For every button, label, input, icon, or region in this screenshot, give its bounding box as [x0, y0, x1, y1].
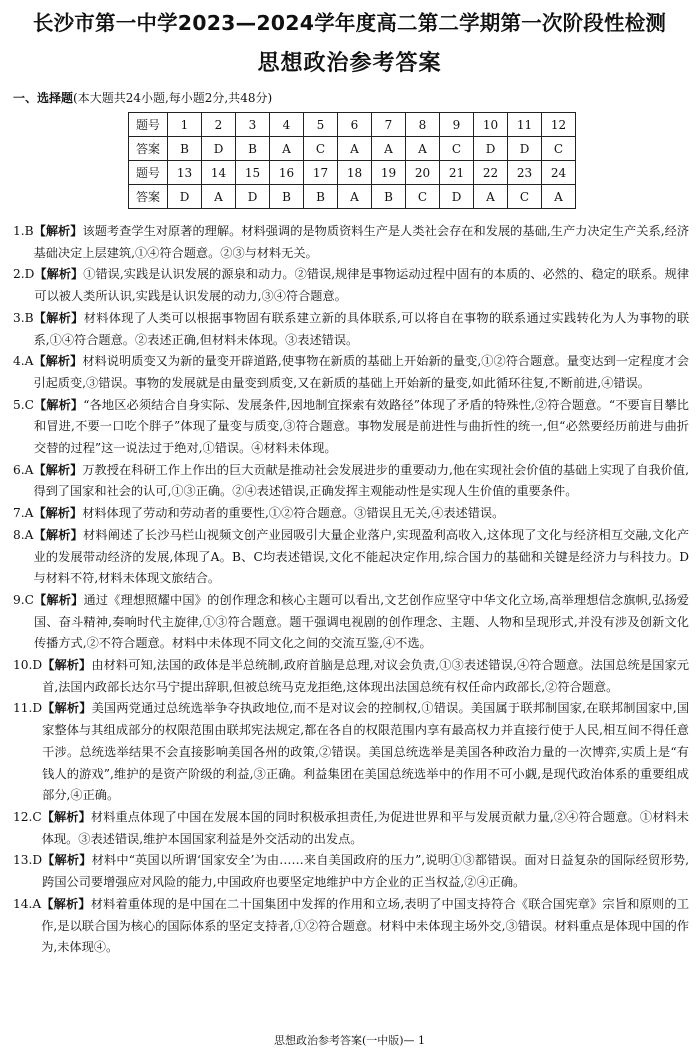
item-number: 6.A [13, 462, 34, 477]
item-body [34, 308, 689, 351]
section-heading [13, 89, 272, 106]
item-body [34, 221, 689, 264]
analysis-tag: 【解析】 [34, 267, 84, 282]
question-number-cell: 2 [202, 113, 236, 137]
page-footer: 思想政治参考答案(一中版)— 1 [273, 1034, 426, 1047]
row-label: 答案 [129, 137, 168, 161]
answer-cell: A [338, 185, 372, 209]
answer-cell: D [474, 137, 508, 161]
answer-table-row [129, 113, 576, 137]
item-number: 13.D [13, 853, 43, 868]
analysis-tag: 【解析】 [33, 506, 83, 521]
item-number: 5.C [13, 397, 34, 412]
explanation-item [13, 894, 689, 959]
question-number-cell: 19 [372, 161, 406, 185]
item-body [42, 850, 689, 893]
answer-cell: C [542, 137, 576, 161]
question-number-cell: 3 [236, 113, 270, 137]
item-body [33, 503, 689, 525]
row-label: 答案 [129, 185, 168, 209]
item-number: 10.D [13, 658, 43, 673]
item-number: 7.A [13, 506, 34, 521]
explanation-item [13, 351, 689, 394]
answer-table-row [129, 161, 576, 185]
question-number-cell: 8 [406, 113, 440, 137]
question-number-cell: 7 [372, 113, 406, 137]
question-number-cell: 20 [406, 161, 440, 185]
row-label: 题号 [129, 113, 168, 137]
analysis-tag: 【解析】 [41, 809, 91, 824]
item-number: 12.C [13, 809, 42, 824]
explanation-list [13, 221, 689, 959]
answer-cell: A [338, 137, 372, 161]
item-number: 2.D [13, 267, 35, 282]
answer-cell: D [236, 185, 270, 209]
answer-cell: D [168, 185, 202, 209]
item-body [42, 807, 689, 850]
question-number-cell: 5 [304, 113, 338, 137]
answer-table-row [129, 137, 576, 161]
explanation-item [13, 590, 689, 655]
analysis-tag: 【解析】 [33, 527, 83, 542]
item-body [33, 525, 689, 590]
section-note: (本大题共24小题,每小题2分,共48分) [73, 91, 273, 105]
analysis-tag: 【解析】 [33, 224, 83, 238]
answer-cell: B [372, 185, 406, 209]
item-text: 美国两党通过总统选举争夺执政地位,而不是对议会的控制权,①错误。美国属于联邦制国家,在联邦制国家中,国家整体与其组成部分的权限范围由联邦宪法规定,都在各自的权限范围内享有最高权力并直接行使于人民,相互间不得任意干涉。总统选举结果不会直接影响美国各州的政策,②错误。美国总统选举是美国各种政治力量的一次博弈,实质上是“有钱人的游戏”,维护的是资产阶级的利益,③正确。利益集团在美国总统选举中的作用不可小觑,是现代政治体系的重要组成部分,④正确。 [42, 701, 690, 803]
answer-cell: C [406, 185, 440, 209]
item-body [34, 590, 689, 655]
question-number-cell: 16 [270, 161, 304, 185]
item-text: 材料中“英国以所谓‘国家安全’为由……来自美国政府的压力”,说明①③都错误。面对日益复杂的国际经贸形势,跨国公司要增强应对风险的能力,中国政府也要坚定地维护中方企业的正当权益,②④正确。 [42, 853, 689, 890]
question-number-cell: 9 [440, 113, 474, 137]
answer-cell: B [168, 137, 202, 161]
item-text: 材料体现了人类可以根据事物固有联系建立新的具体联系,可以将自在事物的联系通过实践转化为人为事物的联系,①④符合题意。②表述正确,但材料未体现。③表述错误。 [33, 310, 690, 347]
answer-cell: A [542, 185, 576, 209]
item-text: 该题考查学生对原著的理解。材料强调的是物质资料生产是人类社会存在和发展的基础,生产力决定生产关系,经济基础决定上层建筑,①④符合题意。②③与材料无关。 [33, 224, 690, 260]
answer-cell: D [508, 137, 542, 161]
item-number: 14.A [13, 896, 42, 911]
explanation-item [13, 503, 689, 525]
item-text: 材料着重体现的是中国在二十国集团中发挥的作用和立场,表明了中国支持符合《联合国宪章》宗旨和原则的工作,是以联合国为核心的国际体系的坚定支持者,①②符合题意。材料中未体现主场外交,③错误。材料重点是体现中国的作为,未体现④。 [41, 896, 690, 955]
item-text: 通过《理想照耀中国》的创作理念和核心主题可以看出,文艺创作应坚守中华文化立场,高举理想信念旗帜,弘扬爱国、奋斗精神,奏响时代主旋律,①③符合题意。题干强调电视剧的创作理念、主题、人物和呈现形式,并没有涉及创新文化传播方式,②不符合题意。材料中未体现不同文化之间的交流互鉴,④不选。 [33, 592, 689, 651]
item-text: 材料阐述了长沙马栏山视频文创产业园吸引大量企业落户,实现盈利高收入,这体现了文化与经济相互交融,文化产业的发展带动经济的发展,体现了A。B、C均表述错误,文化不能起决定作用,综合国力的基础和关键是经济力与科技力。D与材料不符,材料未体现文旅结合。 [33, 527, 690, 586]
section-title: 一、选择题 [13, 91, 74, 105]
answer-cell: D [202, 137, 236, 161]
item-number: 8.A [13, 527, 34, 542]
row-label: 题号 [129, 161, 168, 185]
answer-cell: D [440, 185, 474, 209]
explanation-item [13, 698, 689, 807]
item-body [42, 698, 689, 807]
question-number-cell: 18 [338, 161, 372, 185]
explanation-item [13, 221, 689, 264]
item-text: 万教授在科研工作上作出的巨大贡献是推动社会发展进步的重要动力,他在实现社会价值的基础上实现了自我价值,得到了国家和社会的认可,①③正确。②④表述错误,正确发挥主观能动性是实现人生价值的重要条件。 [33, 462, 689, 499]
item-number: 4.A [13, 354, 34, 369]
explanation-item [13, 395, 689, 460]
item-body [42, 655, 689, 698]
answer-cell: B [270, 185, 304, 209]
analysis-tag: 【解析】 [33, 462, 83, 477]
answer-table [128, 112, 576, 209]
analysis-tag: 【解析】 [33, 592, 84, 607]
answer-cell: B [236, 137, 270, 161]
question-number-cell: 24 [542, 161, 576, 185]
explanation-item [13, 264, 689, 307]
answer-cell: A [474, 185, 508, 209]
question-number-cell: 13 [168, 161, 202, 185]
item-body [34, 395, 689, 460]
answer-cell: A [202, 185, 236, 209]
page-subtitle: 思想政治参考答案 [257, 51, 442, 76]
explanation-item [13, 807, 689, 850]
answer-cell: A [406, 137, 440, 161]
question-number-cell: 14 [202, 161, 236, 185]
question-number-cell: 11 [508, 113, 542, 137]
analysis-tag: 【解析】 [41, 896, 91, 911]
item-number: 11.D [13, 701, 43, 716]
item-number: 3.B [13, 310, 34, 325]
explanation-item [13, 525, 689, 590]
question-number-cell: 17 [304, 161, 338, 185]
question-number-cell: 1 [168, 113, 202, 137]
page-title: 长沙市第一中学2023—2024学年度高二第二学期第一次阶段性检测 [32, 11, 667, 35]
question-number-cell: 4 [270, 113, 304, 137]
item-text: 材料重点体现了中国在发展本国的同时积极承担责任,为促进世界和平与发展贡献力量,②④符合题意。①材料未体现。③表述错误,维护本国国家利益是外交活动的出发点。 [41, 809, 689, 846]
answer-cell: B [304, 185, 338, 209]
question-number-cell: 10 [474, 113, 508, 137]
explanation-item [13, 460, 689, 503]
item-number: 9.C [13, 592, 34, 607]
question-number-cell: 15 [236, 161, 270, 185]
item-body [33, 351, 689, 394]
question-number-cell: 21 [440, 161, 474, 185]
answer-cell: C [508, 185, 542, 209]
explanation-item [13, 308, 689, 351]
item-body [33, 460, 689, 503]
explanation-item [13, 850, 689, 893]
answer-cell: C [440, 137, 474, 161]
analysis-tag: 【解析】 [33, 397, 84, 412]
item-text: ①错误,实践是认识发展的源泉和动力。②错误,规律是事物运动过程中固有的本质的、必然的、稳定的联系。规律可以被人类所认识,实践是认识发展的动力,③④符合题意。 [34, 267, 690, 304]
answer-cell: A [270, 137, 304, 161]
item-number: 1.B [13, 224, 34, 238]
analysis-tag: 【解析】 [42, 853, 92, 868]
item-text: 由材料可知,法国的政体是半总统制,政府首脑是总理,对议会负责,①③表述错误,④符合题意。法国总统是国家元首,法国内政部长达尔马宁提出辞职,但被总统马克龙拒绝,这体现出法国总统有权任命内政部长,②符合题意。 [42, 658, 690, 694]
question-number-cell: 23 [508, 161, 542, 185]
question-number-cell: 12 [542, 113, 576, 137]
item-text: “各地区必须结合自身实际、发展条件,因地制宜探索有效路径”体现了矛盾的特殊性,②符合题意。“不要盲目攀比和冒进,不要一口吃个胖子”体现了量变与质变,③符合题意。事物发展是前进性与曲折性的统一,但“必然要经历前进与曲折交替的过程”这一说法过于绝对,①错误。④材料未体现。 [33, 397, 689, 456]
answer-table-row [129, 185, 576, 209]
analysis-tag: 【解析】 [42, 701, 92, 716]
analysis-tag: 【解析】 [33, 354, 83, 369]
explanation-item [13, 655, 689, 698]
question-number-cell: 22 [474, 161, 508, 185]
analysis-tag: 【解析】 [42, 658, 92, 673]
item-text: 材料说明质变又为新的量变开辟道路,使事物在新质的基础上开始新的量变,①②符合题意。量变达到一定程度才会引起质变,③错误。事物的发展就是由量变到质变,又在新质的基础上开始新的量变,如此循环往复,不断前进,④错误。 [33, 354, 689, 390]
answer-cell: A [372, 137, 406, 161]
item-text: 材料体现了劳动和劳动者的重要性,①②符合题意。③错误且无关,④表述错误。 [82, 506, 505, 521]
analysis-tag: 【解析】 [33, 310, 84, 325]
item-body [41, 894, 689, 959]
answer-cell: C [304, 137, 338, 161]
item-body [34, 264, 689, 307]
question-number-cell: 6 [338, 113, 372, 137]
